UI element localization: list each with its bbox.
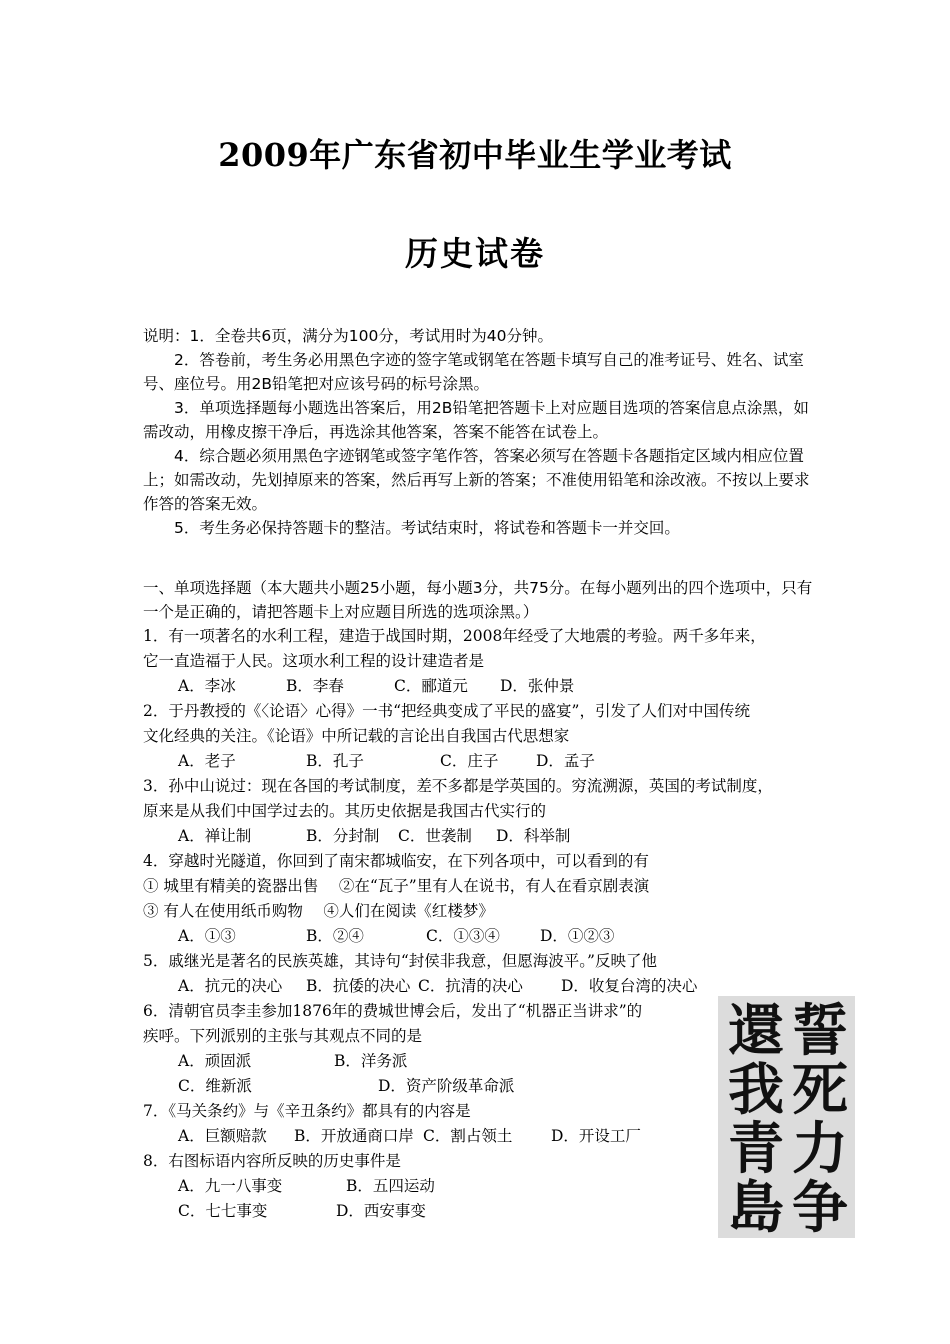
answer-option: C．维新派 bbox=[178, 1077, 252, 1095]
answer-option: D．孟子 bbox=[536, 752, 595, 770]
slogan-character: 我 bbox=[728, 1057, 784, 1123]
option-row bbox=[143, 749, 823, 774]
slogan-character: 死 bbox=[792, 1057, 848, 1123]
question-stem: 5．戚继光是著名的民族英雄，其诗句“封侯非我意，但愿海波平。”反映了他 bbox=[143, 952, 657, 970]
answer-option: D．①②③ bbox=[540, 927, 615, 945]
question-stem: 3．孙中山说过：现在各国的考试制度，差不多都是学英国的。穷流溯源，英国的考试制度， bbox=[143, 777, 773, 795]
question-stem: ① 城里有精美的瓷器出售 ②在“瓦子”里有人在说书，有人在看京剧表演 bbox=[143, 877, 650, 895]
answer-option: A．李冰 bbox=[178, 677, 236, 695]
answer-option: B．五四运动 bbox=[346, 1177, 435, 1195]
instruction-item: 4．综合题必须用黑色字迹钢笔或签字笔作答，答案必须写在答题卡各题指定区域内相应位置上；如需改动，先划掉原来的答案，然后再写上新的答案；不准使用铅笔和涂改液。不按以上要求作答的答案无效。 bbox=[143, 447, 810, 513]
answer-option: B．洋务派 bbox=[334, 1052, 408, 1070]
answer-option: D．西安事变 bbox=[336, 1202, 426, 1220]
question-stem: 4．穿越时光隧道，你回到了南宋都城临安，在下列各项中，可以看到的有 bbox=[143, 852, 649, 870]
instruction-item: 3．单项选择题每小题选出答案后，用2B铅笔把答题卡上对应题目选项的答案信息点涂黑，如需改动，用橡皮擦干净后，再选涂其他答案，答案不能答在试卷上。 bbox=[143, 399, 809, 441]
question-stem: ③ 有人在使用纸币购物 ④人们在阅读《红楼梦》 bbox=[143, 902, 494, 920]
answer-option: D．张仲景 bbox=[500, 677, 575, 695]
slogan-character: 島 bbox=[728, 1175, 784, 1241]
exam-title: 2009年广东省初中毕业生学业考试 bbox=[218, 136, 732, 174]
slogan-character: 力 bbox=[792, 1116, 848, 1182]
answer-option: B．②④ bbox=[306, 927, 364, 945]
question-stem: 8．右图标语内容所反映的历史事件是 bbox=[143, 1152, 401, 1170]
answer-option: C．世袭制 bbox=[398, 827, 472, 845]
answer-option: D．科举制 bbox=[496, 827, 571, 845]
answer-option: B．李春 bbox=[286, 677, 344, 695]
answer-option: B．分封制 bbox=[306, 827, 380, 845]
answer-option: C．七七事变 bbox=[178, 1202, 268, 1220]
answer-option: C．割占领土 bbox=[423, 1127, 513, 1145]
instructions bbox=[143, 324, 823, 540]
question-stem: 6．清朝官员李圭参加1876年的费城世博会后，发出了“机器正当讲求”的 bbox=[143, 1002, 643, 1020]
answer-option: C．郦道元 bbox=[394, 677, 468, 695]
question-stem: 1．有一项著名的水利工程，建造于战国时期，2008年经受了大地震的考验。两千多年来， bbox=[143, 627, 766, 645]
answer-option: B．孔子 bbox=[306, 752, 364, 770]
instruction-item: 5．考生务必保持答题卡的整洁。考试结束时，将试卷和答题卡一并交回。 bbox=[174, 519, 680, 537]
answer-option: C．抗清的决心 bbox=[418, 977, 523, 995]
instruction-item: 2．答卷前，考生务必用黑色字迹的签字笔或钢笔在答题卡填写自己的准考证号、姓名、试室号、座位号。用2B铅笔把对应该号码的标号涂黑。 bbox=[143, 351, 804, 393]
answer-option: A．九一八事变 bbox=[178, 1177, 283, 1195]
answer-option: A．抗元的决心 bbox=[178, 977, 283, 995]
answer-option: A．巨额赔款 bbox=[178, 1127, 267, 1145]
answer-option: C．①③④ bbox=[426, 927, 500, 945]
answer-option: D．资产阶级革命派 bbox=[378, 1077, 515, 1095]
answer-option: C．庄子 bbox=[440, 752, 499, 770]
slogan-right-column bbox=[788, 998, 852, 1241]
slogan-left-column bbox=[724, 998, 788, 1241]
option-row bbox=[143, 674, 823, 699]
answer-option: B．抗倭的决心 bbox=[306, 977, 411, 995]
option-row bbox=[143, 824, 823, 849]
answer-option: A．①③ bbox=[178, 927, 236, 945]
instruction-item: 说明：1．全卷共6页，满分为100分，考试用时为40分钟。 bbox=[143, 327, 554, 345]
question-stem: 它一直造福于人民。这项水利工程的设计建造者是 bbox=[143, 652, 485, 670]
slogan-image bbox=[718, 996, 855, 1241]
exam-subtitle: 历史试卷 bbox=[405, 234, 545, 273]
option-row bbox=[143, 924, 823, 949]
answer-option: A．老子 bbox=[178, 752, 236, 770]
answer-option: D．收复台湾的决心 bbox=[561, 977, 698, 995]
section-heading: 一、单项选择题（本大题共小题25小题，每小题3分，共75分。在每小题列出的四个选项中，只有一个是正确的，请把答题卡上对应题目所选的选项涂黑。） bbox=[143, 579, 813, 621]
slogan-character: 誓 bbox=[792, 998, 848, 1064]
question-stem: 疾呼。下列派别的主张与其观点不同的是 bbox=[143, 1027, 423, 1045]
answer-option: A．禅让制 bbox=[178, 827, 252, 845]
answer-option: B．开放通商口岸 bbox=[294, 1127, 414, 1145]
slogan-character: 青 bbox=[728, 1116, 784, 1182]
question-stem: 文化经典的关注。《论语》中所记载的言论出自我国古代思想家 bbox=[143, 727, 570, 745]
question-stem: 7．《马关条约》与《辛丑条约》都具有的内容是 bbox=[143, 1102, 471, 1120]
slogan-character: 還 bbox=[728, 998, 784, 1064]
question-stem: 原来是从我们中国学过去的。其历史依据是我国古代实行的 bbox=[143, 802, 547, 820]
question-stem: 2．于丹教授的《〈论语〉心得》一书“把经典变成了平民的盛宴”，引发了人们对中国传统 bbox=[143, 702, 750, 720]
answer-option: A．顽固派 bbox=[178, 1052, 252, 1070]
slogan-character: 争 bbox=[792, 1175, 848, 1241]
answer-option: D．开设工厂 bbox=[551, 1127, 641, 1145]
